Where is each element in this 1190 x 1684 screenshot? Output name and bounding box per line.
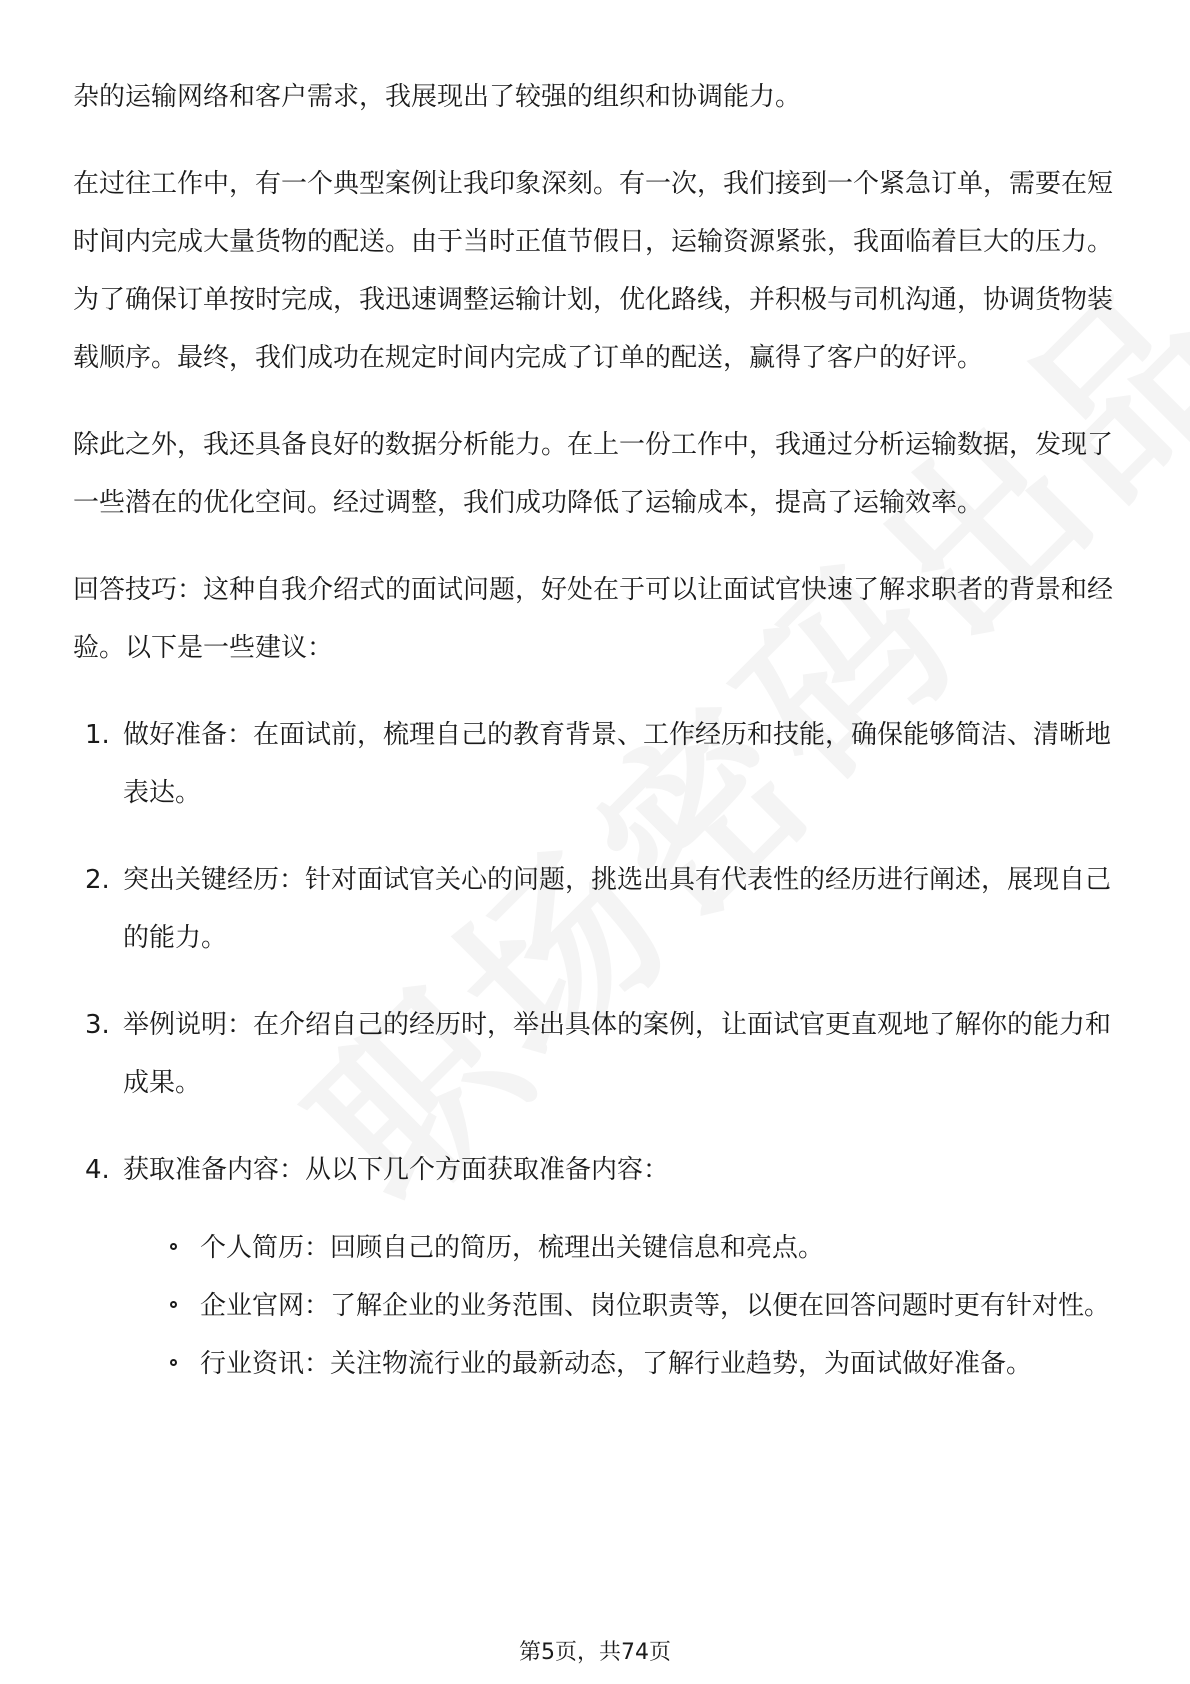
paragraph: 除此之外，我还具备良好的数据分析能力。在上一份工作中，我通过分析运输数据，发现了一些潜在的优化空间。经过调整，我们成功降低了运输成本，提高了运输效率。 — [73, 430, 1114, 518]
circle-bullet-icon — [170, 1359, 177, 1366]
circle-bullet-icon — [170, 1243, 177, 1250]
tip-number: 4. — [85, 1155, 110, 1185]
tip-text: 获取准备内容：从以下几个方面获取准备内容： — [123, 1155, 670, 1185]
source-item — [148, 1277, 1168, 1335]
page-number-footer: 第5页，共74页 — [519, 1640, 671, 1665]
tip-text: 做好准备：在面试前，梳理自己的教育背景、工作经历和技能，确保能够简洁、清晰地表达。 — [123, 720, 1112, 808]
tip-text: 举例说明：在介绍自己的经历时，举出具体的案例，让面试官更直观地了解你的能力和成果。 — [123, 1010, 1112, 1098]
tip-item — [73, 851, 1123, 967]
paragraph: 回答技巧：这种自我介绍式的面试问题，好处在于可以让面试官快速了解求职者的背景和经验。以下是一些建议： — [73, 575, 1114, 663]
circle-bullet-icon — [170, 1301, 177, 1308]
source-text: 行业资讯：关注物流行业的最新动态，了解行业趋势，为面试做好准备。 — [200, 1349, 1033, 1379]
tip-number: 1. — [85, 720, 110, 750]
source-text: 个人简历：回顾自己的简历，梳理出关键信息和亮点。 — [200, 1233, 825, 1263]
paragraph: 杂的运输网络和客户需求，我展现出了较强的组织和协调能力。 — [73, 82, 802, 112]
source-item — [148, 1335, 1168, 1393]
page-content — [73, 68, 1123, 1422]
source-text: 企业官网：了解企业的业务范围、岗位职责等，以便在回答问题时更有针对性。 — [200, 1291, 1111, 1321]
tip-number: 2. — [85, 865, 110, 895]
sources-list — [148, 1219, 1168, 1393]
tip-item — [73, 1141, 1123, 1393]
source-item — [148, 1219, 1168, 1277]
tip-number: 3. — [85, 1010, 110, 1040]
tip-item — [73, 706, 1123, 822]
paragraph: 在过往工作中，有一个典型案例让我印象深刻。有一次，我们接到一个紧急订单，需要在短时间内完成大量货物的配送。由于当时正值节假日，运输资源紧张，我面临着巨大的压力。为了确保订单按时完成，我迅速调整运输计划，优化路线，并积极与司机沟通，协调货物装载顺序。最终，我们成功在规定时间内完成了订单的配送，赢得了客户的好评。 — [73, 169, 1114, 373]
tips-list — [73, 706, 1123, 1393]
tip-item — [73, 996, 1123, 1112]
tip-text: 突出关键经历：针对面试官关心的问题，挑选出具有代表性的经历进行阐述，展现自己的能力。 — [123, 865, 1112, 953]
